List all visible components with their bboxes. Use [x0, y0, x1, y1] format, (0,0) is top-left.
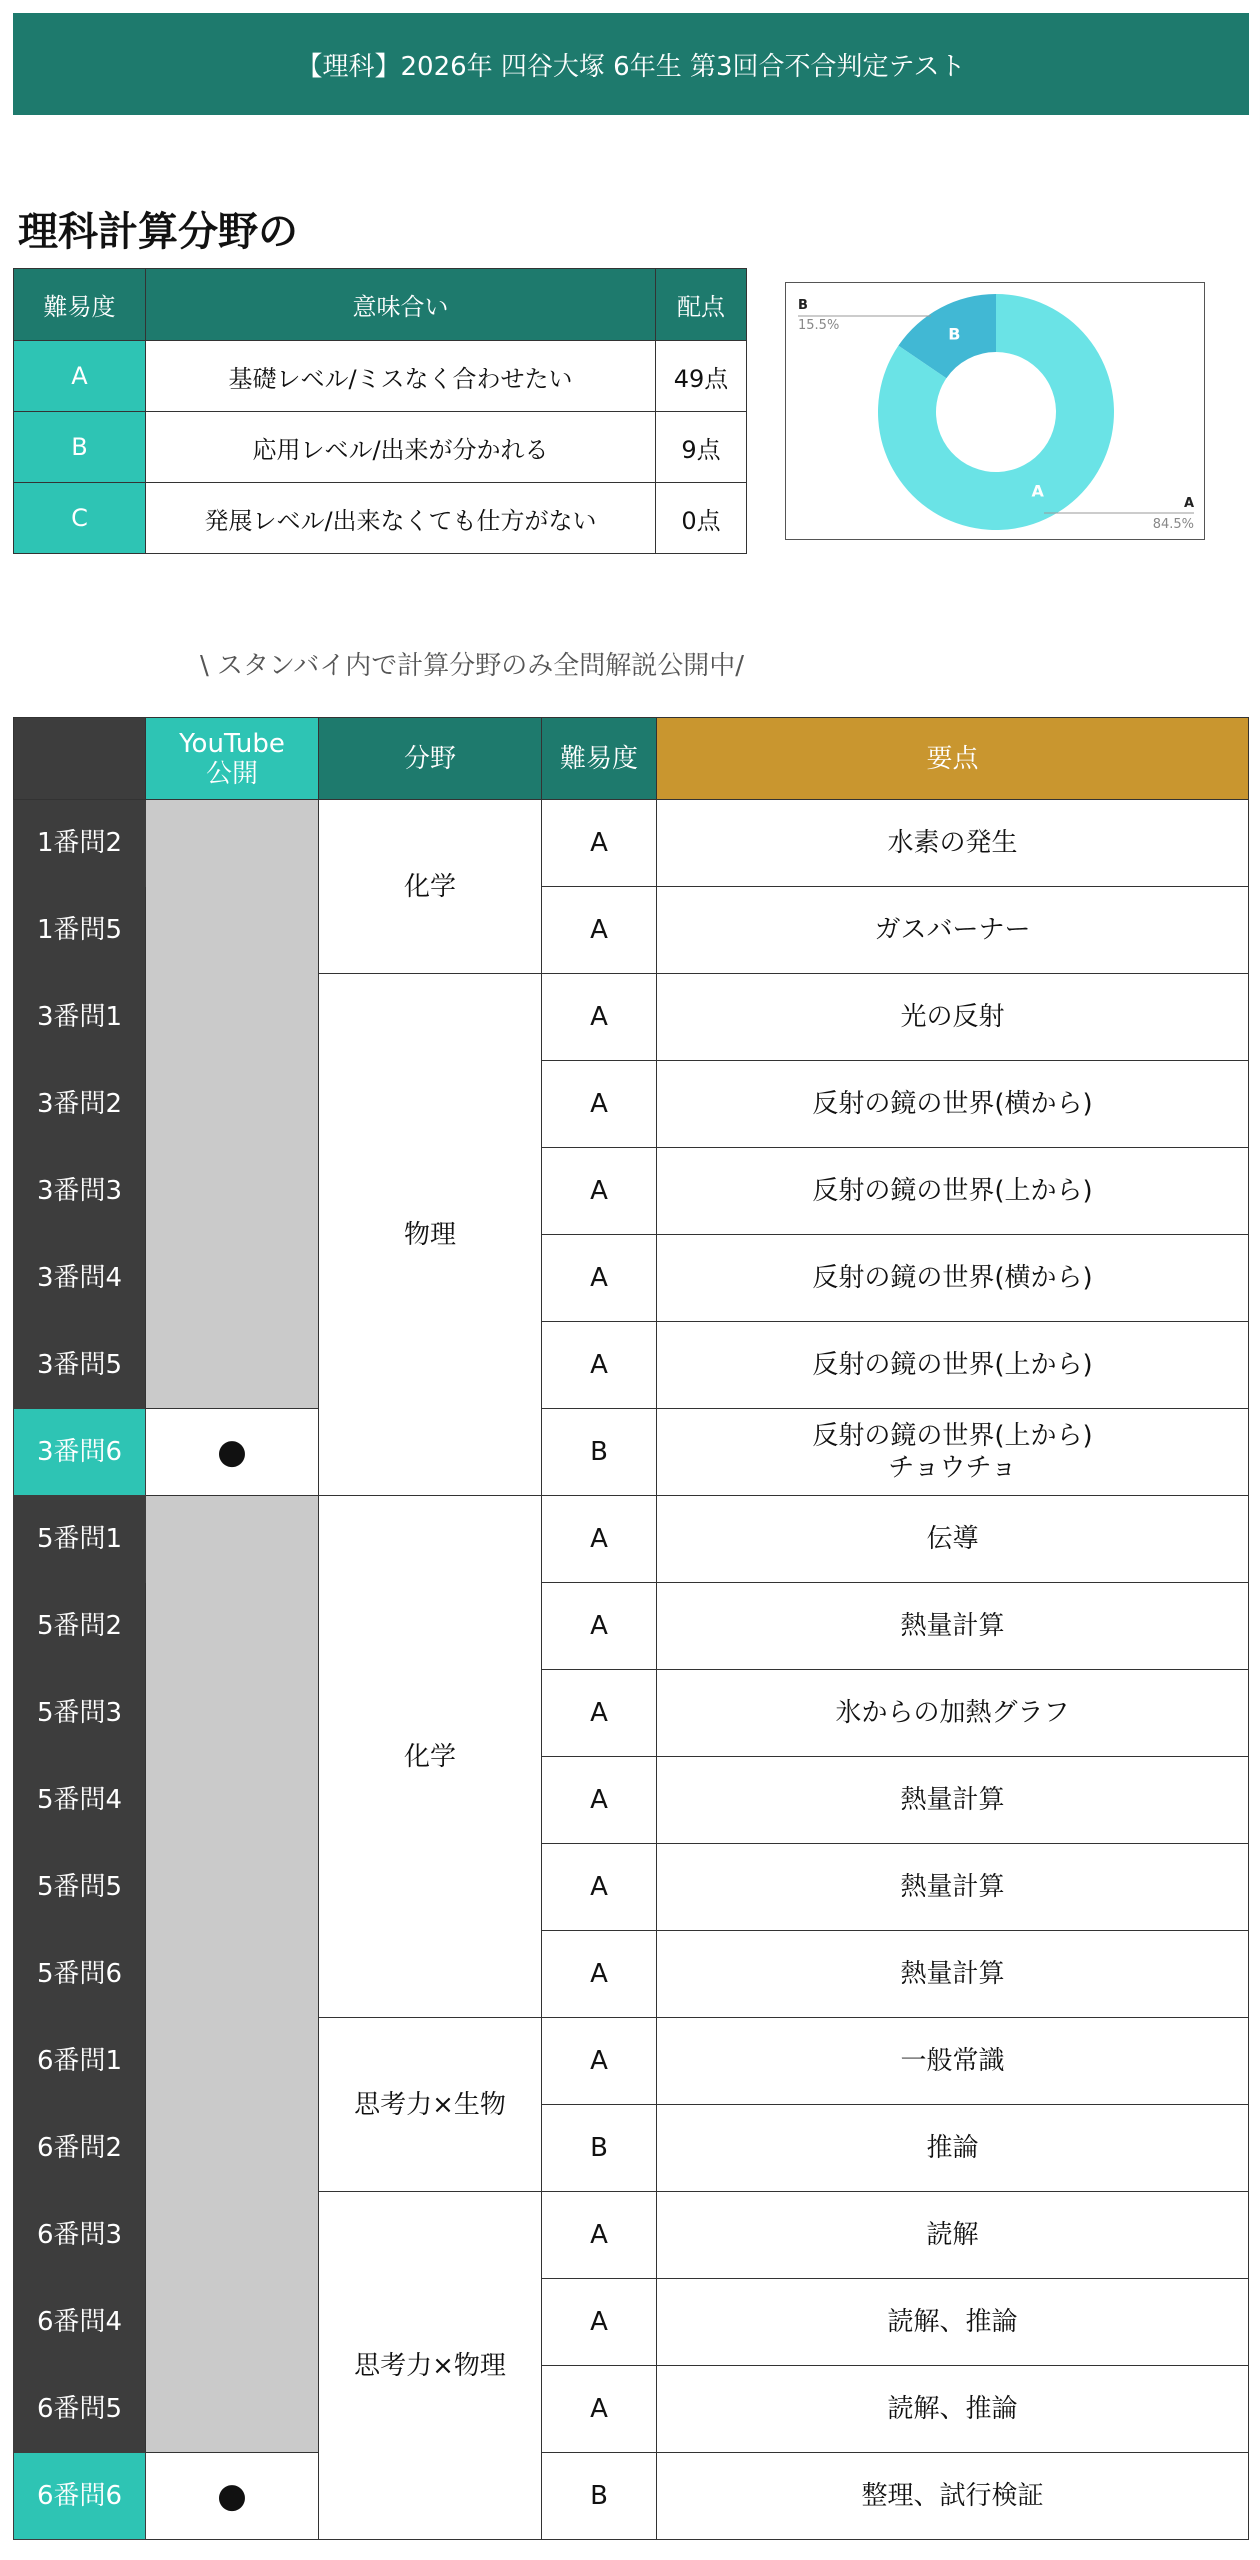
question-number: 5番問6: [14, 1931, 146, 2018]
question-number: 6番問4: [14, 2279, 146, 2366]
page-header: [13, 13, 1249, 115]
question-number: 3番問1: [14, 974, 146, 1061]
legend-points: 0点: [656, 483, 747, 554]
table-row: [14, 1409, 1249, 1496]
grade-cell: A: [542, 1583, 657, 1670]
callout-name-A: A: [1183, 496, 1194, 511]
point-cell: 光の反射: [657, 974, 1249, 1061]
point-cell: 整理、試行検証: [657, 2453, 1249, 2540]
table-row: [14, 2453, 1249, 2540]
donut-chart-svg: [786, 283, 1206, 541]
point-cell: 反射の鏡の世界(横から): [657, 1061, 1249, 1148]
point-cell: 推論: [657, 2105, 1249, 2192]
point-line1: 反射の鏡の世界(上から): [812, 1421, 1093, 1451]
point-cell: 熱量計算: [657, 1583, 1249, 1670]
callout-value-B: 15.5%: [798, 318, 840, 333]
point-cell: 熱量計算: [657, 1931, 1249, 2018]
grade-cell: A: [542, 2279, 657, 2366]
point-cell: [657, 1409, 1249, 1496]
slice-label-B: B: [948, 324, 961, 344]
table-row: [14, 800, 1249, 887]
point-cell: 読解: [657, 2192, 1249, 2279]
field-cell: 化学: [319, 1496, 542, 2018]
youtube-published-mark: ●: [146, 1409, 319, 1496]
question-number: 5番問1: [14, 1496, 146, 1583]
header-corner: [14, 718, 146, 800]
point-cell: 一般常識: [657, 2018, 1249, 2105]
grade-cell: B: [542, 2105, 657, 2192]
question-number: 3番問3: [14, 1148, 146, 1235]
legend-row: [14, 483, 747, 554]
point-cell: 読解、推論: [657, 2366, 1249, 2453]
grade-cell: B: [542, 2453, 657, 2540]
point-cell: 氷からの加熱グラフ: [657, 1670, 1249, 1757]
grade-cell: A: [542, 2018, 657, 2105]
header-youtube-line1: YouTube: [179, 728, 285, 759]
grade-cell: A: [542, 887, 657, 974]
legend-grade: A: [14, 341, 146, 412]
grade-cell: A: [542, 800, 657, 887]
slice-label-A: A: [1031, 481, 1044, 501]
question-number: 3番問2: [14, 1061, 146, 1148]
grade-cell: A: [542, 1322, 657, 1409]
youtube-unpublished: [146, 1496, 319, 2453]
point-cell: 反射の鏡の世界(横から): [657, 1235, 1249, 1322]
question-table-header: [14, 718, 1249, 800]
grade-cell: A: [542, 974, 657, 1061]
stanby-note: \ スタンバイ内で計算分野のみ全問解説公開中/: [200, 651, 744, 681]
point-cell: 水素の発生: [657, 800, 1249, 887]
callout-name-B: B: [798, 298, 808, 313]
question-number: 6番問1: [14, 2018, 146, 2105]
point-cell: 熱量計算: [657, 1757, 1249, 1844]
point-cell: 伝導: [657, 1496, 1249, 1583]
header-field: 分野: [319, 718, 542, 800]
grade-cell: A: [542, 2192, 657, 2279]
legend-header-row: [14, 269, 747, 341]
question-number: 3番問5: [14, 1322, 146, 1409]
grade-cell: A: [542, 1931, 657, 2018]
question-number: 6番問5: [14, 2366, 146, 2453]
question-number: 6番問2: [14, 2105, 146, 2192]
legend-meaning: 応用レベル/出来が分かれる: [146, 412, 656, 483]
grade-cell: B: [542, 1409, 657, 1496]
point-cell: ガスバーナー: [657, 887, 1249, 974]
grade-cell: A: [542, 1844, 657, 1931]
legend-row: [14, 412, 747, 483]
question-number: 5番問5: [14, 1844, 146, 1931]
field-cell: 思考力×物理: [319, 2192, 542, 2540]
field-cell: 化学: [319, 800, 542, 974]
legend-row: [14, 341, 747, 412]
points-donut-chart: [785, 282, 1205, 540]
field-cell: 思考力×生物: [319, 2018, 542, 2192]
question-number: 5番問2: [14, 1583, 146, 1670]
question-number: 1番問2: [14, 800, 146, 887]
grade-cell: A: [542, 1670, 657, 1757]
question-number: 3番問4: [14, 1235, 146, 1322]
point-line2: チョウチョ: [888, 1453, 1017, 1483]
difficulty-legend-table: [13, 268, 747, 554]
youtube-published-mark: ●: [146, 2453, 319, 2540]
header-title: 【理科】2026年 四谷大塚 6年生 第3回合不合判定テスト: [296, 51, 966, 82]
grade-cell: A: [542, 1235, 657, 1322]
question-number: 1番問5: [14, 887, 146, 974]
legend-meaning: 発展レベル/出来なくても仕方がない: [146, 483, 656, 554]
point-cell: 反射の鏡の世界(上から): [657, 1322, 1249, 1409]
section-title: 理科計算分野の: [18, 209, 298, 255]
legend-header-grade: 難易度: [14, 269, 146, 341]
grade-cell: A: [542, 1496, 657, 1583]
grade-cell: A: [542, 1148, 657, 1235]
question-number: 6番問3: [14, 2192, 146, 2279]
legend-grade: B: [14, 412, 146, 483]
header-grade: 難易度: [542, 718, 657, 800]
header-youtube-line2: 公開: [205, 758, 258, 789]
grade-cell: A: [542, 2366, 657, 2453]
question-number: 6番問6: [14, 2453, 146, 2540]
question-number: 5番問4: [14, 1757, 146, 1844]
field-cell: 物理: [319, 974, 542, 1496]
legend-meaning: 基礎レベル/ミスなく合わせたい: [146, 341, 656, 412]
legend-points: 9点: [656, 412, 747, 483]
legend-points: 49点: [656, 341, 747, 412]
question-number: 5番問3: [14, 1670, 146, 1757]
question-table: [13, 717, 1249, 2540]
header-youtube: [146, 718, 319, 800]
grade-cell: A: [542, 1757, 657, 1844]
legend-grade: C: [14, 483, 146, 554]
point-cell: 反射の鏡の世界(上から): [657, 1148, 1249, 1235]
youtube-unpublished: [146, 800, 319, 1409]
grade-cell: A: [542, 1061, 657, 1148]
callout-value-A: 84.5%: [1152, 517, 1194, 532]
question-number: 3番問6: [14, 1409, 146, 1496]
legend-header-points: 配点: [656, 269, 747, 341]
header-point: 要点: [657, 718, 1249, 800]
point-cell: 熱量計算: [657, 1844, 1249, 1931]
point-cell: 読解、推論: [657, 2279, 1249, 2366]
legend-header-meaning: 意味合い: [146, 269, 656, 341]
table-row: [14, 1496, 1249, 1583]
